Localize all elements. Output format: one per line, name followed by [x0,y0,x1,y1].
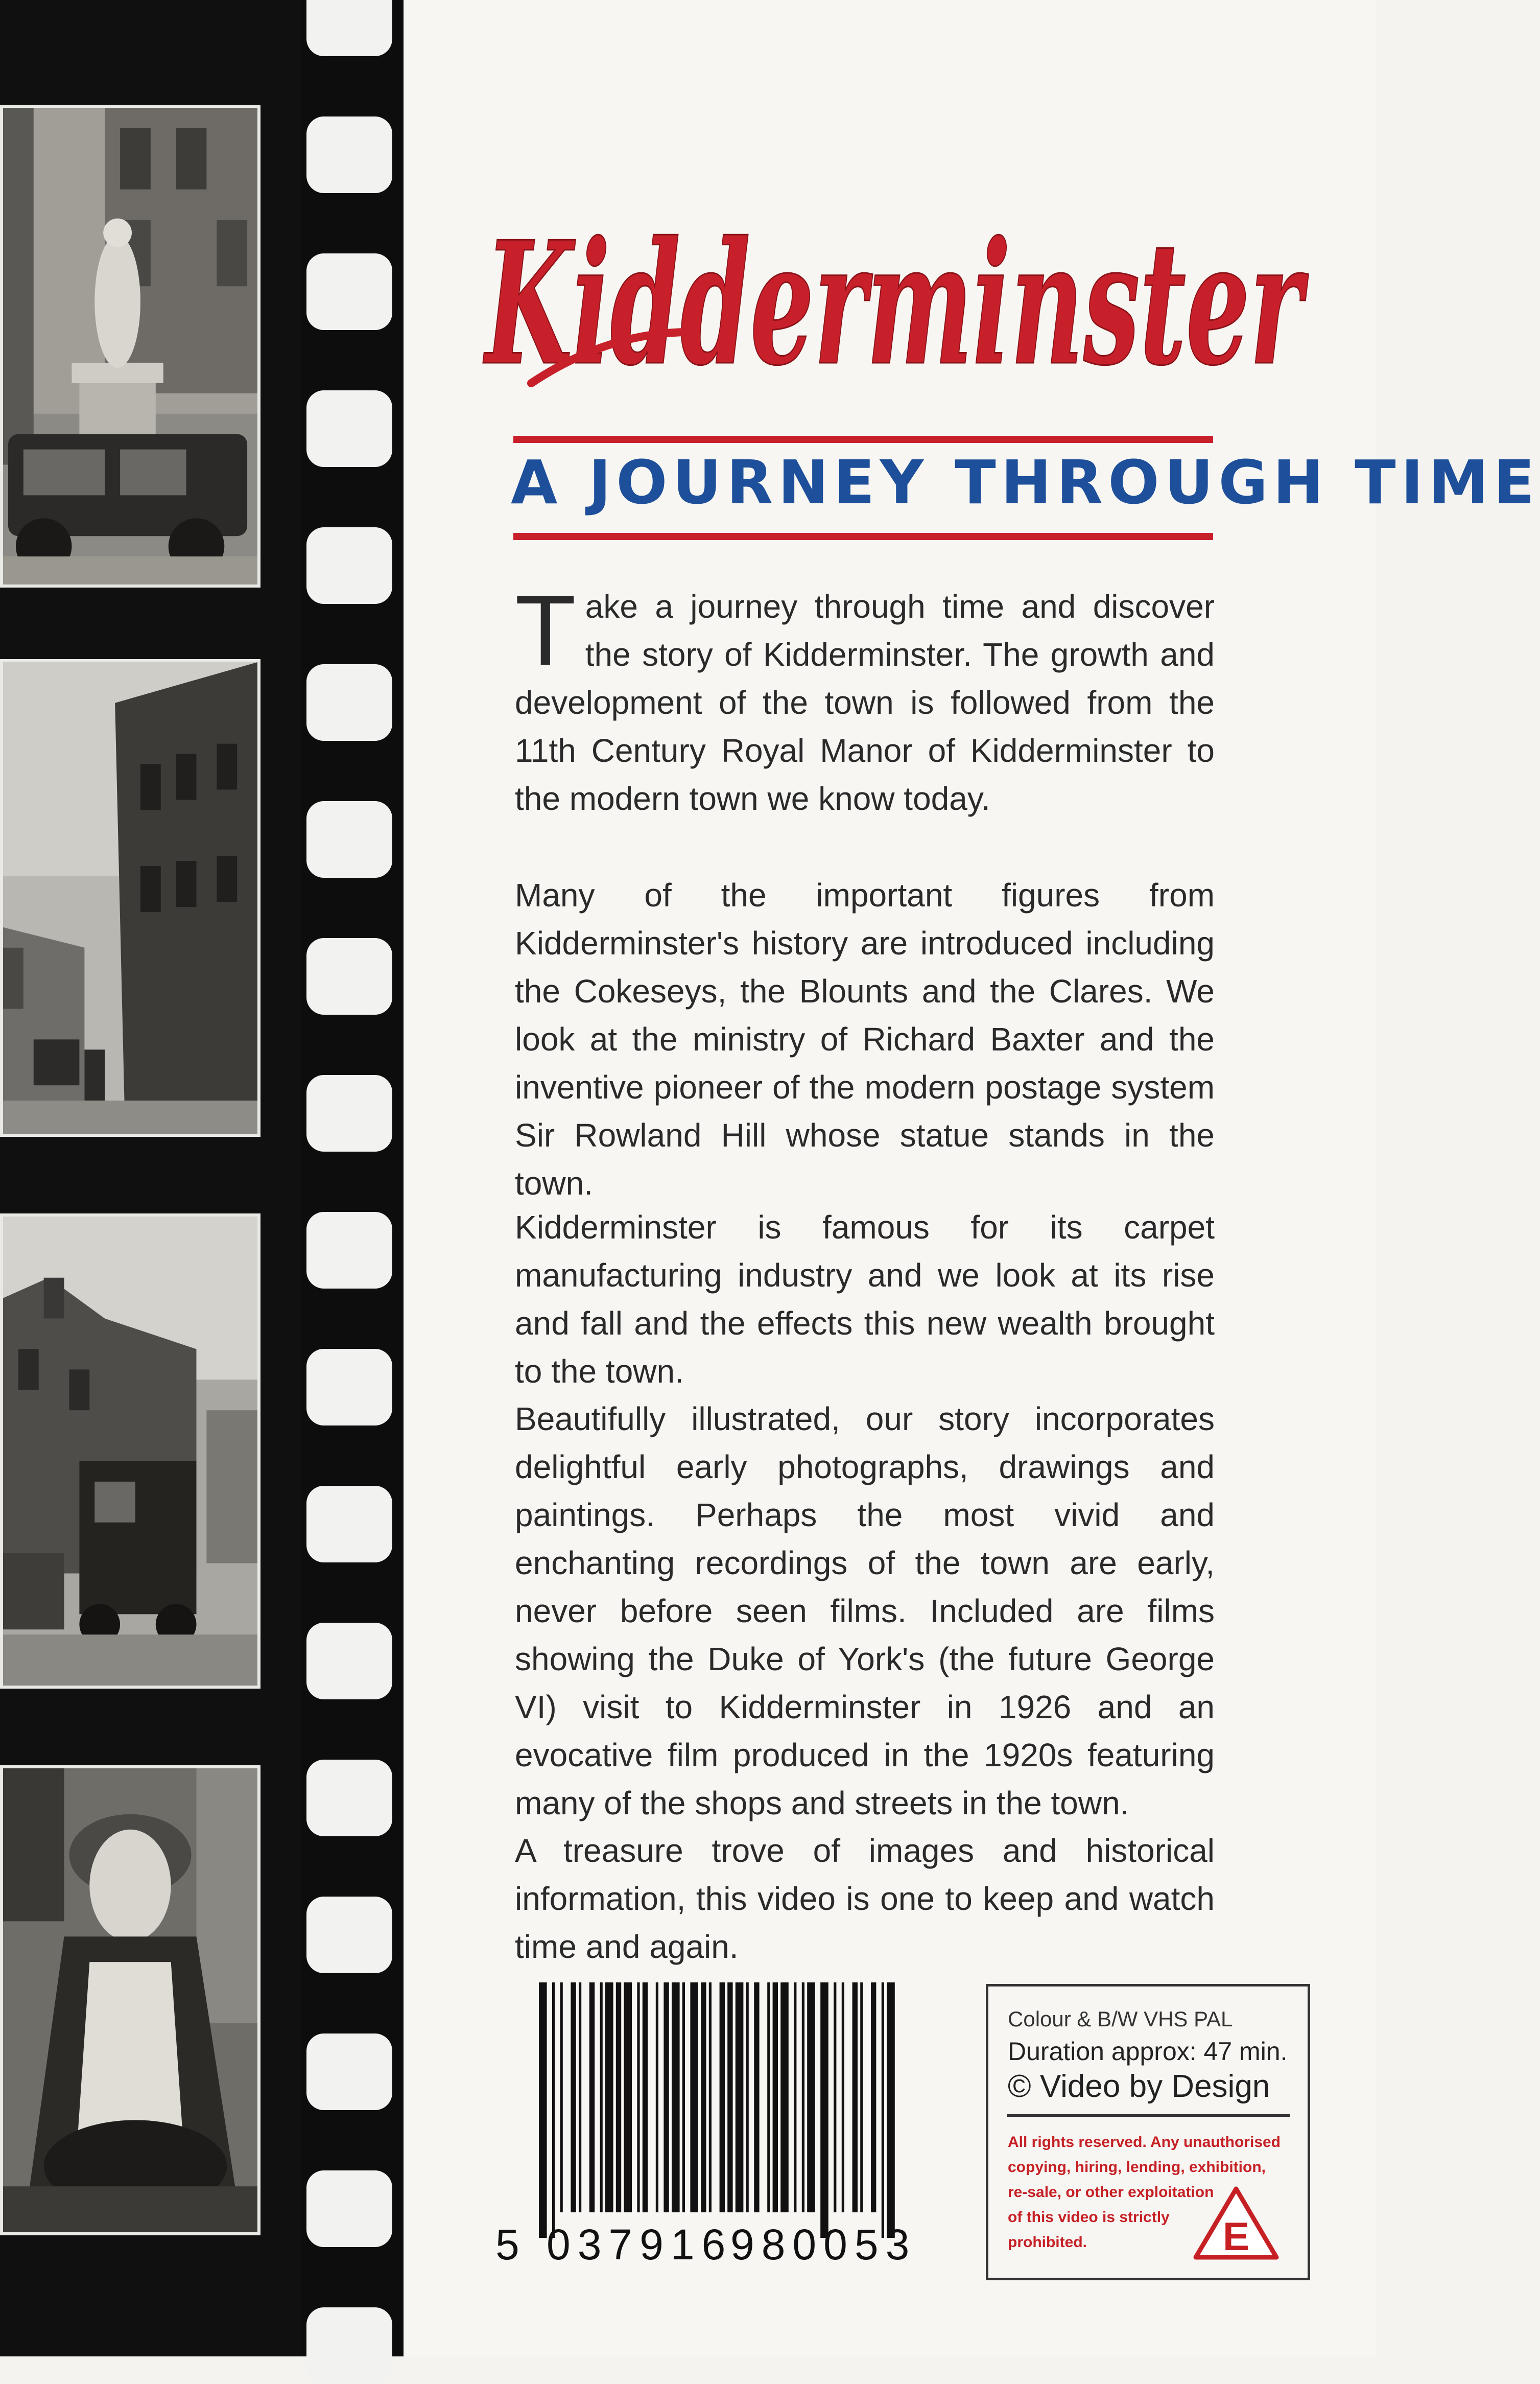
sprocket-column [301,0,404,2356]
sprocket-hole [306,253,392,330]
sprocket-hole [306,527,392,604]
description-paragraph-5: A treasure trove of images and historical information, this video is one to keep and watch time and again. [515,1832,1215,1965]
back-cover-content [404,0,1540,2356]
sprocket-hole [306,1075,392,1152]
legal-line: prohibited. [1008,2234,1087,2251]
film-frame-statue [0,105,260,588]
legal-line: copying, hiring, lending, exhibition, [1008,2159,1266,2176]
drop-cap: T [515,574,576,686]
sprocket-hole [306,1897,392,1973]
barcode-bars [539,1982,895,2238]
film-frame-town [0,1213,260,1689]
description-paragraph-4: Beautifully illustrated, our story incorporates delightful early photographs, drawings and paintings. Perhaps the most vivid and enchanting recordings of the town are early, never before seen films. Included are films showing the Duke of York's (the future George VI) visit to Kidderminster in 1926 and an evocative film produced in the 1920s featuring many of the shops and streets in the town. [515,1400,1215,1821]
video-info-box [986,1984,1310,2280]
info-divider [1007,2114,1290,2117]
sprocket-hole [306,2307,392,2384]
description-paragraph-3: Kidderminster is famous for its carpet manufacturing industry and we look at its rise and fall and the effects this new wealth brought to the town. [515,1209,1215,1390]
sprocket-hole [306,1349,392,1425]
town-photo [3,1217,257,1686]
description-paragraph-1 [515,574,1215,823]
sprocket-hole [306,390,392,467]
legal-line: of this video is strictly [1008,2209,1170,2226]
copyright-label: © Video by Design [1008,2069,1270,2104]
title-rule-bottom [513,533,1213,540]
film-frame-street [0,659,260,1137]
description-paragraph-2: Many of the important figures from Kidderminster's history are introduced including the Cokeseys, the Blounts and the Clares. We look at the ministry of Richard Baxter and the inventive pioneer of the modern postage system Sir Rowland Hill whose statue stands in the town. [515,877,1215,1202]
duration-label: Duration approx: 47 min. [1008,2037,1288,2066]
legal-notice [1008,2130,1281,2255]
film-strip [0,0,404,2356]
film-frame-worker [0,1765,260,2235]
barcode-right-group: 980053 [730,2221,917,2269]
rating-e-icon [1193,2185,1280,2261]
barcode [534,1982,902,2248]
sprocket-hole [306,938,392,1015]
sprocket-hole [306,1760,392,1836]
sprocket-hole [306,116,392,193]
title-script-text: Kidderminster [482,204,1310,403]
statue-photo [3,108,257,585]
sprocket-hole [306,1486,392,1562]
rating-letter: E [1222,2214,1250,2259]
paragraph-1-text: ake a journey through time and discover the story of Kidderminster. The growth and development of the town is followed from the 11th Century Royal Manor of Kidderminster to the modern town we know today. [515,588,1215,817]
title-rule-top [513,436,1213,443]
title-logo [404,118,1376,455]
sprocket-hole [306,2170,392,2247]
barcode-left-group: 037916 [547,2221,733,2269]
sprocket-hole [306,0,392,56]
barcode-number [495,2220,935,2276]
legal-line: All rights reserved. Any unauthorised [1008,2134,1281,2151]
worker-photo [3,1768,257,2232]
barcode-first-digit: 5 [495,2221,519,2269]
sprocket-hole [306,801,392,878]
legal-line: re-sale, or other exploitation [1008,2184,1214,2201]
subtitle: A JOURNEY THROUGH TIME [511,447,1540,518]
sprocket-hole [306,1212,392,1289]
sprocket-hole [306,2034,392,2110]
format-label: Colour & B/W VHS PAL [1008,2007,1233,2031]
sprocket-hole [306,664,392,741]
sprocket-hole [306,1623,392,1699]
street-photo [3,662,257,1134]
